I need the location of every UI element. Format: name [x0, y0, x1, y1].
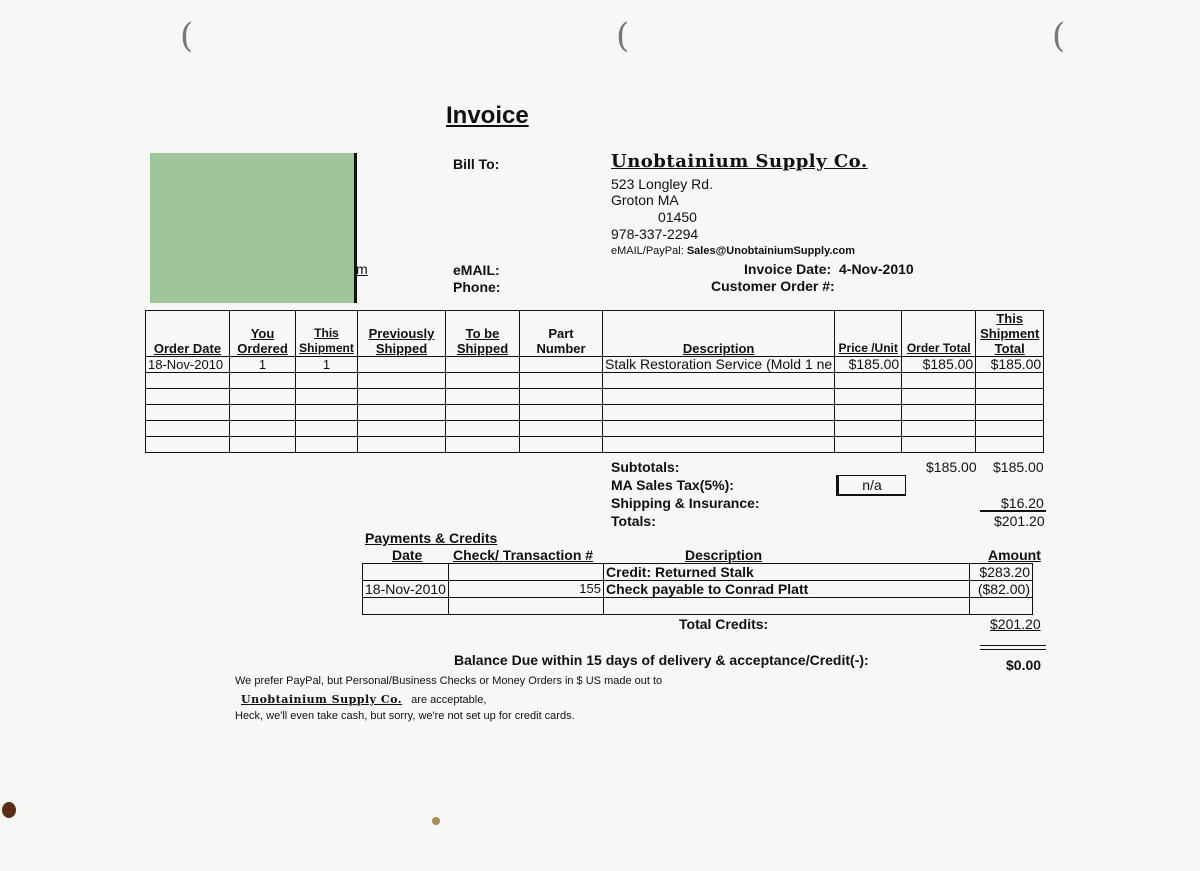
- email-label: eMAIL:: [453, 262, 500, 278]
- col-description: Description: [603, 311, 835, 357]
- col-price-unit: Price /Unit: [835, 311, 902, 357]
- footer-line-1: We prefer PayPal, but Personal/Business Checks or Money Orders in $ US made out to: [235, 675, 663, 687]
- balance-rule: [980, 645, 1046, 650]
- col-this-shipment: This Shipment: [296, 311, 358, 357]
- cell-price-unit: $185.00: [835, 357, 902, 373]
- pay-date: [363, 564, 449, 581]
- table-row: [363, 581, 1033, 598]
- order-table: [145, 310, 1044, 453]
- cell-description: Stalk Restoration Service (Mold 1 ne: [603, 357, 835, 373]
- company-logo: Unobtainium Supply Co.: [611, 151, 868, 172]
- binder-hole-left: (: [180, 16, 194, 56]
- redacted-fragment: m: [356, 261, 368, 277]
- table-row: [363, 598, 1033, 615]
- tax-label: MA Sales Tax(5%):: [611, 477, 734, 493]
- company-street: 523 Longley Rd.: [611, 176, 713, 192]
- company-email[interactable]: Sales@UnobtainiumSupply.com: [686, 245, 856, 257]
- cell-this-shipment: 1: [296, 357, 358, 373]
- table-row: [146, 405, 1044, 421]
- pay-check: [449, 564, 604, 581]
- pay-description: Check payable to Conrad Platt: [604, 581, 970, 598]
- bill-to-label: Bill To:: [453, 156, 500, 172]
- cell-part-number: [520, 357, 603, 373]
- payments-title: Payments & Credits: [365, 530, 498, 546]
- scan-speck: [432, 817, 440, 825]
- page-title: Invoice: [446, 102, 529, 129]
- cell-this-shipment-total: $185.00: [976, 357, 1044, 373]
- phone-label: Phone:: [453, 279, 501, 295]
- footer-company: Unobtainium Supply Co.: [241, 693, 403, 706]
- table-row: [146, 437, 1044, 453]
- col-part-number: Part Number: [520, 311, 603, 357]
- cell-you-ordered: 1: [230, 357, 296, 373]
- binder-hole-center: (: [616, 16, 630, 56]
- table-row: [146, 357, 1044, 373]
- customer-order-label: Customer Order #:: [711, 278, 835, 294]
- totals-rule: [980, 510, 1046, 512]
- footer-line-2: [241, 693, 486, 706]
- pay-col-description: Description: [685, 547, 763, 563]
- pay-col-check: Check/ Transaction #: [453, 547, 594, 563]
- footer-line-2-suffix: are acceptable,: [411, 694, 487, 706]
- subtotals-label: Subtotals:: [611, 459, 680, 475]
- company-zip: 01450: [658, 209, 697, 225]
- redacted-block: [150, 153, 357, 303]
- invoice-date-label: Invoice Date:: [744, 261, 832, 277]
- subtotal-shipment: $185.00: [993, 459, 1044, 475]
- company-city: Groton MA: [611, 192, 679, 208]
- scan-speck: [2, 802, 16, 818]
- pay-description: Credit: Returned Stalk: [604, 564, 970, 581]
- totals-value: $201.20: [994, 513, 1045, 529]
- table-row: [146, 373, 1044, 389]
- balance-label: Balance Due within 15 days of delivery & acceptance/Credit(-):: [454, 652, 869, 668]
- pay-amount: $283.20: [970, 564, 1033, 581]
- pay-check: 155: [449, 581, 604, 598]
- subtotal-order: $185.00: [926, 459, 977, 475]
- company-email-line: [611, 245, 855, 257]
- totals-label: Totals:: [611, 513, 656, 529]
- payments-table: [362, 563, 1033, 615]
- table-header-row: [146, 311, 1044, 357]
- col-order-date: Order Date: [146, 311, 230, 357]
- table-row: [146, 421, 1044, 437]
- invoice-date: 4-Nov-2010: [839, 261, 914, 277]
- footer-line-3: Heck, we'll even take cash, but sorry, we're not set up for credit cards.: [235, 710, 575, 722]
- pay-col-amount: Amount: [988, 547, 1041, 563]
- pay-amount: ($82.00): [970, 581, 1033, 598]
- pay-col-date: Date: [392, 547, 423, 563]
- shipping-value: $16.20: [1001, 495, 1044, 511]
- cell-previously-shipped: [358, 357, 446, 373]
- col-this-shipment-total: This Shipment Total: [976, 311, 1044, 357]
- table-row: [363, 564, 1033, 581]
- company-phone: 978-337-2294: [611, 226, 699, 242]
- col-order-total: Order Total: [902, 311, 976, 357]
- cell-to-be-shipped: [446, 357, 520, 373]
- shipping-label: Shipping & Insurance:: [611, 495, 760, 511]
- col-previously-shipped: Previously Shipped: [358, 311, 446, 357]
- binder-hole-right: (: [1052, 16, 1066, 56]
- col-you-ordered: You Ordered: [230, 311, 296, 357]
- col-to-be-shipped: To be Shipped: [446, 311, 520, 357]
- tax-value-box: n/a: [836, 475, 906, 496]
- table-row: [146, 389, 1044, 405]
- cell-order-date: 18-Nov-2010: [146, 357, 230, 373]
- pay-date: 18-Nov-2010: [363, 581, 449, 598]
- cell-order-total: $185.00: [902, 357, 976, 373]
- total-credits-value: $201.20: [990, 616, 1041, 632]
- total-credits-label: Total Credits:: [679, 616, 769, 632]
- email-prefix: eMAIL/PayPal:: [611, 245, 684, 257]
- balance-value: $0.00: [1006, 657, 1042, 673]
